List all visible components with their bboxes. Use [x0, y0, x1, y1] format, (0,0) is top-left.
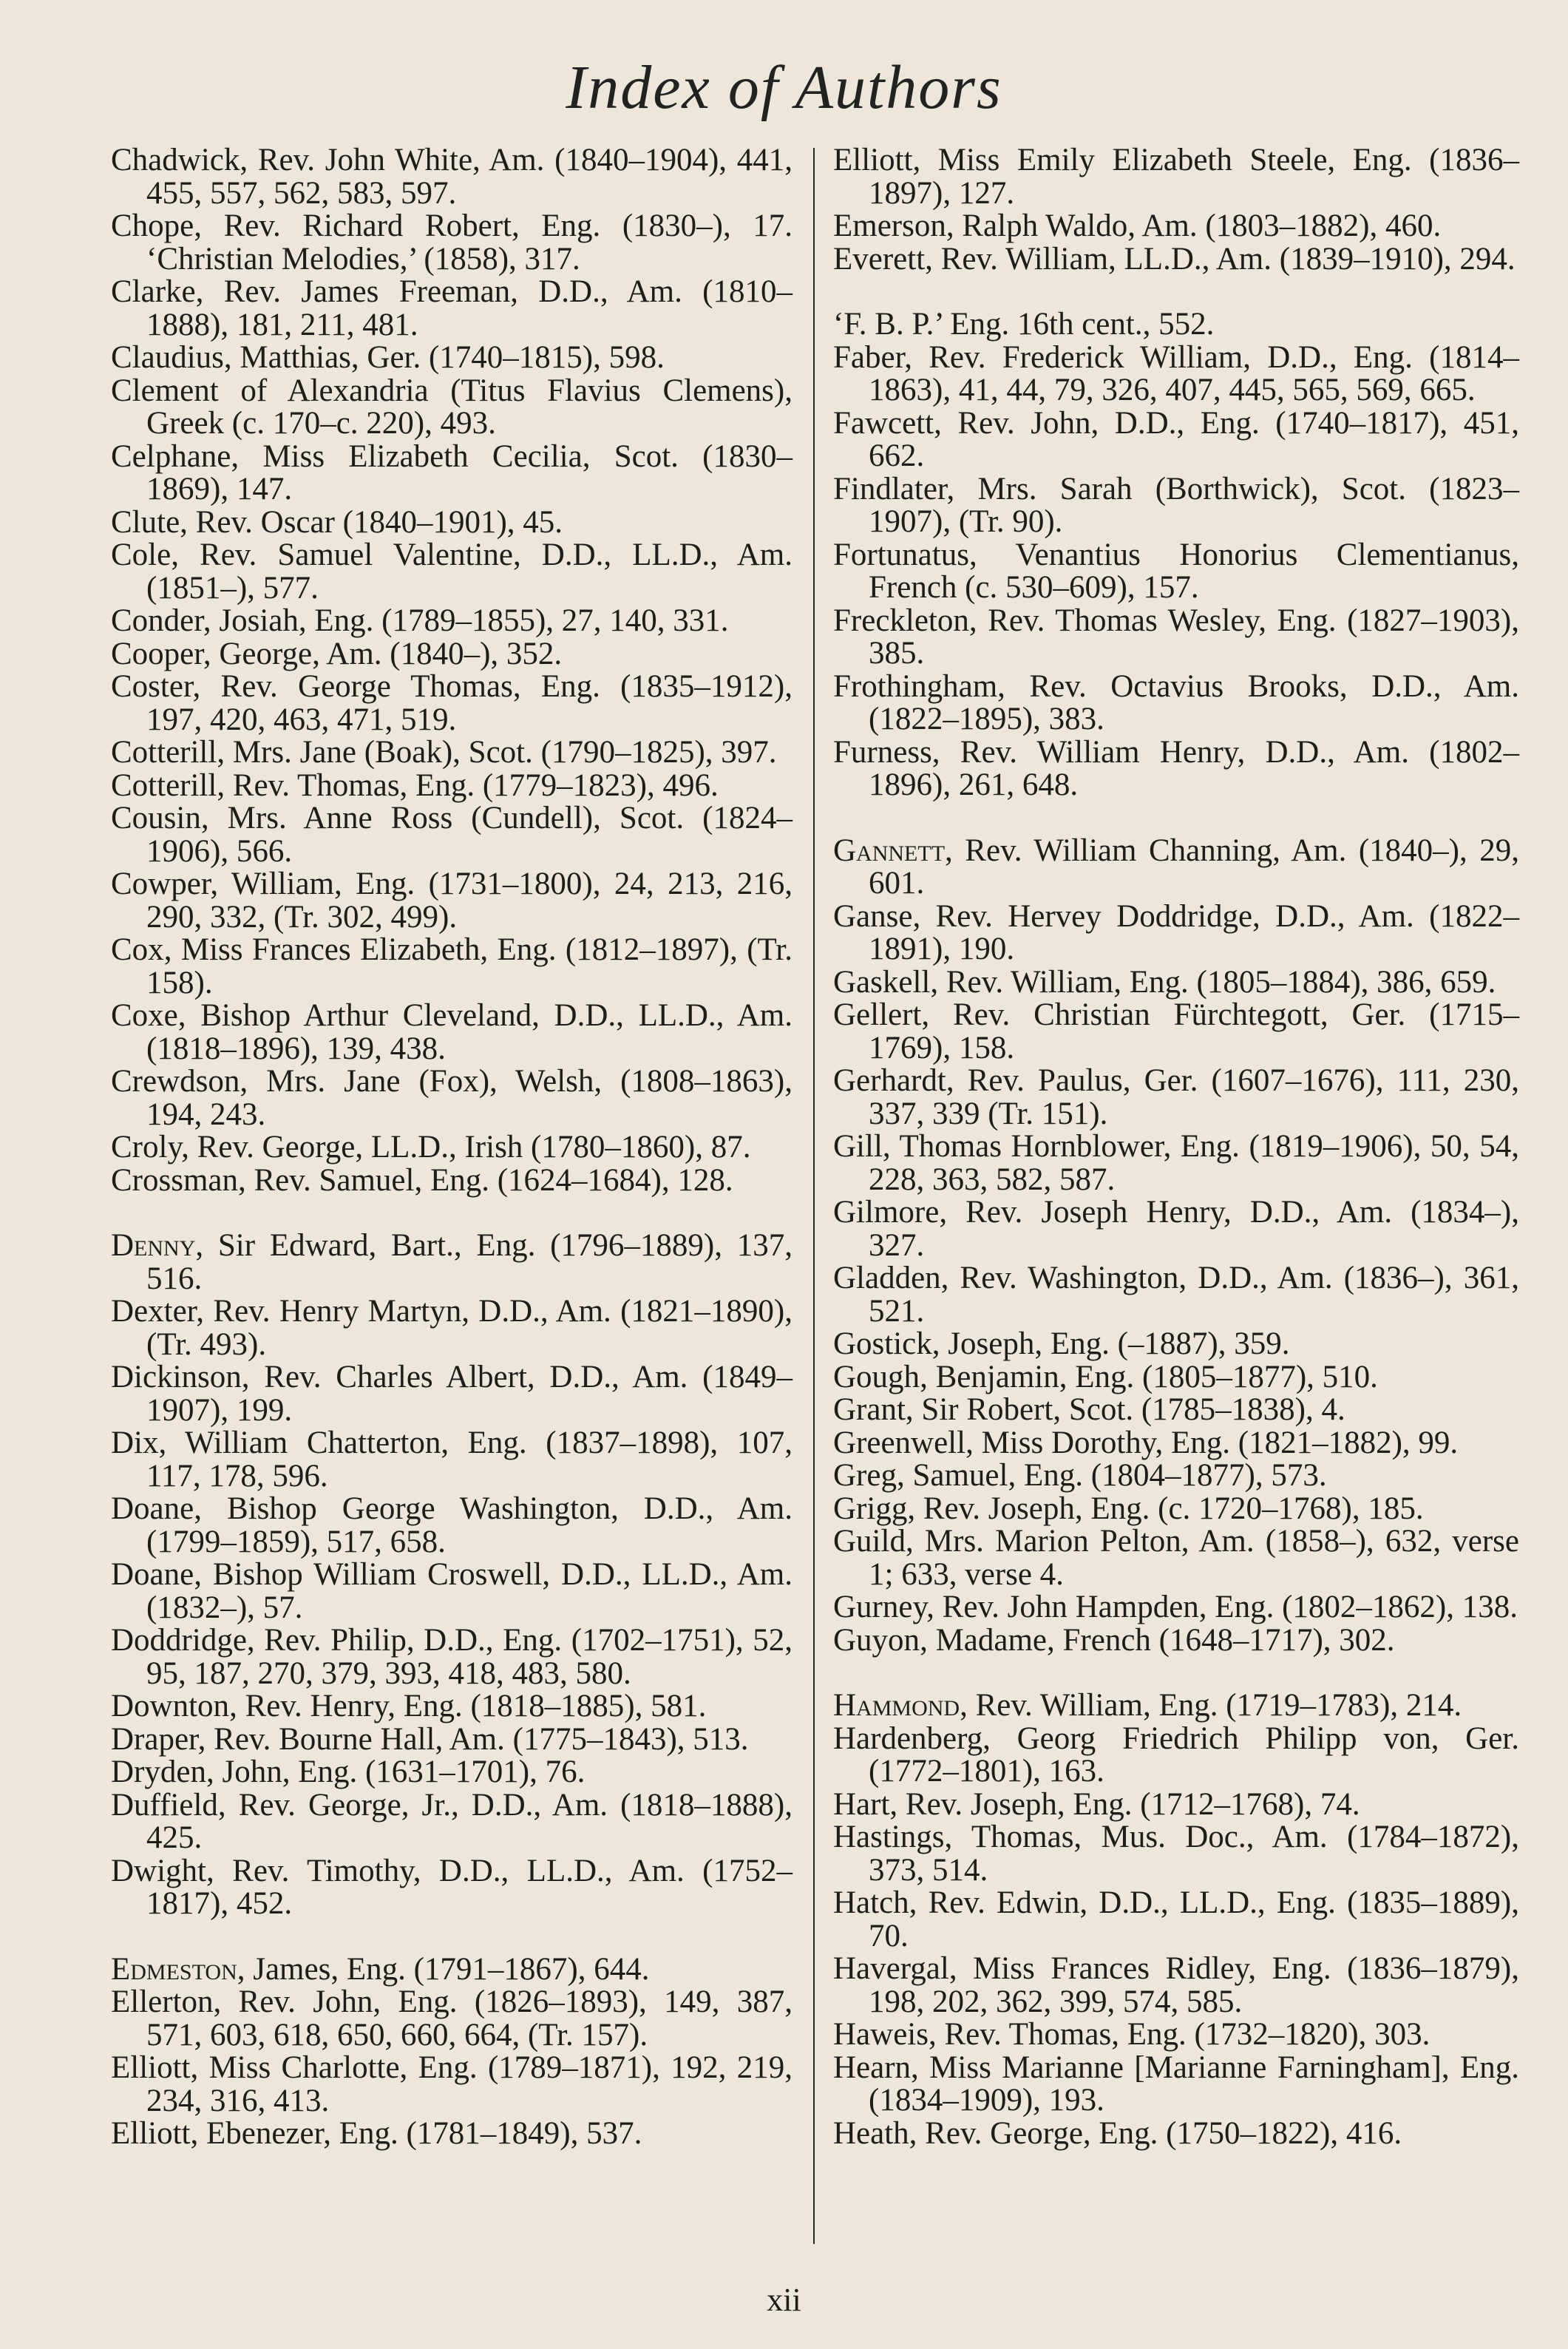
index-entry — [833, 2115, 1519, 2151]
author-name: Crossman — [111, 1162, 238, 1198]
index-entry — [111, 1986, 793, 2052]
author-details: , Rev. Richard Robert, Eng. (1830–), 17. ‘Christian Melodies,’ (1858), 317. — [146, 209, 793, 277]
author-name: Everett — [833, 241, 926, 277]
author-name: Cotterill — [111, 735, 217, 770]
author-name: Fawcett — [833, 405, 934, 441]
index-entry — [833, 1953, 1519, 2018]
index-entry — [111, 638, 793, 671]
author-name: Cousin — [111, 801, 201, 835]
index-entry — [833, 1427, 1519, 1460]
index-entry — [833, 1591, 1519, 1624]
index-entry — [833, 1262, 1519, 1328]
author-name: Dwight — [111, 1853, 206, 1888]
author-details: , Rev. Frederick William, D.D., Eng. (1814–1863), 41, 44, 79, 326, 407, 445, 565, 569, 665. — [869, 339, 1519, 407]
author-details: , Bishop William Croswell, D.D., LL.D., Am. (1832–), 57. — [146, 1557, 793, 1625]
index-entry — [111, 438, 793, 506]
index-entry — [833, 407, 1519, 473]
author-details: , Rev. George, Jr., D.D., Am. (1818–1888), 425. — [146, 1787, 793, 1855]
index-entry — [111, 1131, 793, 1165]
index-entry — [833, 243, 1519, 277]
index-entry — [833, 668, 1519, 736]
author-details: , Rev. Paulus, Ger. (1607–1676), 111, 230, 337, 339 (Tr. 151). — [869, 1063, 1519, 1131]
author-details: , Rev. Hervey Doddridge, D.D., Am. (1822–1891), 190. — [869, 898, 1519, 966]
author-name: Elliott — [833, 143, 913, 177]
author-details: , Mrs. Sarah (Borthwick), Scot. (1823–1907), (Tr. 90). — [869, 471, 1519, 539]
author-name: Hearn — [833, 2050, 912, 2085]
index-entry — [833, 2052, 1519, 2118]
index-entry — [111, 1723, 793, 1757]
author-name: Elliott — [111, 2116, 191, 2151]
author-details: , Mrs. Jane (Fox), Welsh, (1808–1863), 194, 243. — [146, 1064, 793, 1132]
index-entry — [111, 802, 793, 868]
author-details: , William Chatterton, Eng. (1837–1898), 107, 117, 178, 596. — [146, 1426, 793, 1494]
author-name: Doane — [111, 1491, 194, 1526]
author-details: , Rev. George, LL.D., Irish (1780–1860), 87. — [181, 1130, 751, 1165]
author-details: , Rev. John White, Am. (1840–1904), 441, 455, 557, 562, 583, 597. — [146, 143, 793, 211]
author-name: Grant — [833, 1392, 906, 1427]
author-details: , George, Am. (1840–), 352. — [203, 636, 563, 671]
index-entry — [111, 671, 793, 736]
author-details: , Rev. Oscar (1840–1901), 45. — [180, 504, 563, 540]
index-entry — [833, 1328, 1519, 1361]
author-name: Guild — [833, 1524, 906, 1559]
author-details: , Matthias, Ger. (1740–1815), 598. — [223, 340, 665, 375]
author-name: Fortunatus — [833, 537, 969, 572]
author-details: , Bishop Arthur Cleveland, D.D., LL.D., Am. (1818–1896), 139, 438. — [146, 998, 793, 1066]
index-entry — [111, 144, 793, 210]
author-name: Cole — [111, 538, 172, 572]
author-details: , Rev. Samuel Valentine, D.D., LL.D., Am. (1851–), 577. — [146, 538, 793, 606]
author-name: Findlater — [833, 471, 947, 506]
index-entry — [111, 1855, 793, 1921]
author-details: , Rev. Bourne Hall, Am. (1775–1843), 513. — [197, 1721, 749, 1757]
author-details: , Rev. Thomas, Eng. (1732–1820), 303. — [928, 2017, 1430, 2052]
author-name: Guyon — [833, 1622, 920, 1658]
author-name: Havergal — [833, 1951, 949, 1986]
author-name: Cotterill — [111, 767, 217, 803]
author-name: Gilmore — [833, 1195, 940, 1230]
index-entry — [833, 1361, 1519, 1394]
index-entry — [833, 1689, 1519, 1723]
index-entry — [111, 506, 793, 540]
index-entry — [111, 276, 793, 342]
author-details: , Ralph Waldo, Am. (1803–1882), 460. — [946, 209, 1442, 243]
author-details: , Miss Frances Ridley, Eng. (1836–1879), 198, 202, 362, 399, 574, 585. — [869, 1951, 1519, 2019]
index-entry — [111, 1789, 793, 1855]
author-name: Gill — [833, 1129, 883, 1164]
author-details: of Alexandria (Titus Flavius Clemens), Greek (c. 170–c. 220), 493. — [146, 373, 793, 441]
index-entry — [833, 1065, 1519, 1131]
author-details: , William, Eng. (1731–1800), 24, 213, 216, 290, 332, (Tr. 302, 499). — [146, 867, 793, 935]
author-details: , Rev. Thomas Wesley, Eng. (1827–1903), 385. — [869, 603, 1519, 671]
index-entry — [833, 966, 1519, 1000]
index-entry — [111, 1559, 793, 1624]
index-entry — [111, 1756, 793, 1789]
index-entry — [833, 1460, 1519, 1493]
author-details: , Miss Marianne [Marianne Farningham], Eng. (1834–1909), 193. — [869, 2050, 1519, 2118]
author-details: , Rev. Thomas, Eng. (1779–1823), 496. — [217, 767, 719, 803]
author-details: , Thomas, Mus. Doc., Am. (1784–1872), 373, 514. — [869, 1820, 1519, 1888]
index-entry — [111, 868, 793, 934]
author-details: , Rev. Joseph Henry, D.D., Am. (1834–), 327. — [869, 1195, 1519, 1263]
author-name: Croly — [111, 1130, 182, 1165]
author-name: Gannett — [833, 833, 946, 868]
author-details: , Georg Friedrich Philipp von, Ger. (1772–1801), 163. — [869, 1721, 1519, 1789]
author-name: Chadwick — [111, 143, 240, 177]
author-name: Dix — [111, 1426, 159, 1460]
author-index-right-column — [833, 144, 1519, 2150]
author-name: Dickinson — [111, 1360, 242, 1394]
author-name: Crewdson — [111, 1064, 240, 1099]
index-entry — [111, 1953, 793, 1987]
index-entry — [111, 539, 793, 605]
index-entry — [111, 605, 793, 638]
author-name: ‘F. B. P.’ — [833, 307, 943, 342]
author-name: Gurney — [833, 1590, 927, 1624]
author-name: Ellerton — [111, 1984, 214, 2019]
index-entry — [833, 999, 1519, 1065]
author-name: Gladden — [833, 1261, 941, 1295]
author-name: Claudius — [111, 340, 224, 375]
author-name: Downton — [111, 1689, 230, 1723]
author-index-left-column — [111, 144, 793, 2151]
author-name: Frothingham — [833, 668, 998, 704]
index-entry — [833, 1887, 1519, 1953]
author-name: Clement — [111, 373, 219, 408]
author-name: Edmeston — [111, 1951, 237, 1987]
author-name: Cowper — [111, 867, 211, 901]
author-details: , Miss Charlotte, Eng. (1789–1871), 192, 219, 234, 316, 413. — [146, 2050, 793, 2118]
author-details: , Mrs. Anne Ross (Cundell), Scot. (1824–1906), 566. — [146, 801, 793, 869]
author-details: , Rev. Samuel, Eng. (1624–1684), 128. — [238, 1162, 733, 1198]
author-name: Gerhardt — [833, 1063, 946, 1098]
author-name: Freckleton — [833, 603, 969, 638]
author-details: , Rev. Edwin, D.D., LL.D., Eng. (1835–1889), 70. — [869, 1885, 1519, 1953]
index-entry — [833, 539, 1519, 605]
author-name: Haweis — [833, 2017, 929, 2052]
author-details: , Rev. William Henry, D.D., Am. (1802–1896), 261, 648. — [869, 734, 1519, 802]
author-details: , Rev. William, LL.D., Am. (1839–1910), 294. — [925, 241, 1516, 277]
author-details: , Ebenezer, Eng. (1781–1849), 537. — [190, 2116, 642, 2151]
index-entry — [111, 1162, 793, 1198]
index-entry — [833, 835, 1519, 901]
index-entry — [833, 1624, 1519, 1658]
index-entry — [111, 1493, 793, 1559]
index-entry — [111, 2052, 793, 2118]
author-name: Greenwell — [833, 1425, 966, 1460]
index-entry — [833, 1131, 1519, 1196]
author-name: Celphane — [111, 438, 231, 474]
author-details: , Josiah, Eng. (1789–1855), 27, 140, 331. — [203, 603, 729, 638]
author-name: Hatch — [833, 1885, 909, 1920]
index-entry — [833, 210, 1519, 243]
author-details: , Thomas Hornblower, Eng. (1819–1906), 50, 54, 228, 363, 582, 587. — [869, 1129, 1519, 1197]
author-details: , Rev. Joseph, Eng. (1712–1768), 74. — [889, 1786, 1360, 1822]
index-entry — [833, 339, 1519, 407]
author-name: Cox — [111, 932, 164, 967]
index-entry — [833, 2018, 1519, 2052]
index-entry — [833, 473, 1519, 539]
index-entry — [111, 1624, 793, 1690]
author-details: , Rev. Henry, Eng. (1818–1885), 581. — [229, 1689, 707, 1723]
author-name: Doddridge — [111, 1623, 247, 1658]
index-entry — [111, 1295, 793, 1361]
author-name: Ganse — [833, 898, 913, 934]
author-details: , James, Eng. (1791–1867), 644. — [237, 1951, 650, 1987]
author-details: , Rev. Philip, D.D., Eng. (1702–1751), 52, 95, 187, 270, 379, 393, 418, 483, 580. — [146, 1623, 793, 1691]
index-entry — [111, 1361, 793, 1427]
index-entry — [833, 605, 1519, 671]
author-details: , Bishop George Washington, D.D., Am. (1799–1859), 517, 658. — [146, 1491, 793, 1559]
author-details: , Mrs. Marion Pelton, Am. (1858–), 632, verse 1; 633, verse 4. — [869, 1524, 1519, 1592]
author-details: , Rev. William, Eng. (1805–1884), 386, 659. — [930, 964, 1496, 1000]
author-name: Clute — [111, 504, 180, 540]
author-name: Hastings — [833, 1820, 945, 1854]
author-details: , Rev. Henry Martyn, D.D., Am. (1821–1890), (Tr. 493). — [146, 1294, 793, 1362]
index-entry — [111, 1000, 793, 1065]
author-details: , Miss Emily Elizabeth Steele, Eng. (1836–1897), 127. — [869, 143, 1519, 211]
author-details: , Rev. George Thomas, Eng. (1835–1912), 197, 420, 463, 471, 519. — [146, 669, 793, 737]
author-name: Furness — [833, 734, 932, 770]
index-entry — [111, 736, 793, 770]
author-details: , Rev. Christian Fürchtegott, Ger. (1715–1769), 158. — [869, 997, 1519, 1065]
column-divider — [813, 148, 815, 2244]
index-entry — [111, 2118, 793, 2151]
author-name: Duffield — [111, 1787, 218, 1823]
author-name: Hart — [833, 1786, 890, 1822]
index-entry — [111, 1065, 793, 1131]
author-details: , Mrs. Jane (Boak), Scot. (1790–1825), 397. — [217, 735, 777, 770]
author-name: Dexter — [111, 1294, 197, 1329]
author-name: Hammond — [833, 1688, 960, 1723]
author-details: , Rev. Joseph, Eng. (c. 1720–1768), 185. — [907, 1491, 1424, 1526]
index-entry — [111, 1427, 793, 1493]
index-entry — [833, 898, 1519, 966]
author-name: Coster — [111, 669, 193, 704]
author-name: Gellert — [833, 997, 922, 1032]
index-entry — [111, 342, 793, 375]
index-entry — [833, 1394, 1519, 1427]
index-entry — [833, 1821, 1519, 1887]
author-details: , Samuel, Eng. (1804–1877), 573. — [896, 1458, 1327, 1493]
index-entry — [833, 1493, 1519, 1526]
author-details: Eng. 16th cent., 552. — [942, 307, 1215, 342]
author-name: Hardenberg — [833, 1721, 983, 1756]
author-details: , Benjamin, Eng. (1805–1877), 510. — [920, 1359, 1378, 1394]
index-entry — [833, 308, 1519, 342]
author-details: , Rev. James Freeman, D.D., Am. (1810–1888), 181, 211, 481. — [146, 274, 793, 342]
index-entry — [111, 1230, 793, 1295]
author-name: Gaskell — [833, 964, 931, 1000]
author-details: , Rev. Charles Albert, D.D., Am. (1849–1907), 199. — [146, 1360, 793, 1428]
author-details: , Joseph, Eng. (–1887), 359. — [931, 1326, 1290, 1361]
author-name: Clarke — [111, 274, 196, 309]
index-entry — [833, 1786, 1519, 1822]
author-name: Elliott — [111, 2050, 191, 2085]
author-name: Heath — [833, 2115, 909, 2151]
author-details: , Madame, French (1648–1717), 302. — [920, 1622, 1395, 1658]
author-name: Greg — [833, 1458, 897, 1493]
author-name: Denny — [111, 1228, 196, 1263]
author-details: , Venantius Honorius Clementianus, French (c. 530–609), 157. — [869, 537, 1519, 605]
author-details: , Rev. John, D.D., Eng. (1740–1817), 451, 662. — [869, 405, 1519, 473]
index-entry — [111, 375, 793, 441]
author-name: Doane — [111, 1557, 194, 1592]
author-details: , Miss Elizabeth Cecilia, Scot. (1830–1869), 147. — [146, 438, 793, 506]
author-details: , Miss Dorothy, Eng. (1821–1882), 99. — [965, 1425, 1459, 1460]
author-details: , Rev. John, Eng. (1826–1893), 149, 387, 571, 603, 618, 650, 660, 664, (Tr. 157). — [146, 1984, 793, 2053]
index-entry — [111, 210, 793, 276]
author-name: Draper — [111, 1721, 198, 1757]
author-details: , John, Eng. (1631–1701), 76. — [206, 1755, 586, 1789]
page-number: xii — [767, 2282, 801, 2318]
index-entry — [111, 1690, 793, 1723]
author-name: Grigg — [833, 1491, 908, 1526]
index-entry — [111, 934, 793, 1000]
author-name: Chope — [111, 209, 194, 243]
author-name: Gough — [833, 1359, 920, 1394]
author-details: , Miss Frances Elizabeth, Eng. (1812–1897), (Tr. 158). — [146, 932, 793, 1000]
author-details: , Rev. Octavius Brooks, D.D., Am. (1822–1895), 383. — [869, 668, 1519, 736]
index-entry — [111, 767, 793, 803]
author-details: , Rev. Washington, D.D., Am. (1836–), 361, 521. — [869, 1261, 1519, 1329]
author-details: , Rev. Timothy, D.D., LL.D., Am. (1752–1817), 452. — [146, 1853, 793, 1921]
index-entry — [833, 736, 1519, 802]
index-entry — [833, 1196, 1519, 1262]
author-name: Conder — [111, 603, 203, 638]
author-name: Dryden — [111, 1755, 206, 1789]
author-details: , Rev. George, Eng. (1750–1822), 416. — [909, 2115, 1402, 2151]
author-name: Coxe — [111, 998, 178, 1033]
index-entry — [833, 144, 1519, 210]
author-details: , Rev. William, Eng. (1719–1783), 214. — [960, 1688, 1462, 1723]
author-name: Cooper — [111, 636, 203, 671]
page-title: Index of Authors — [566, 53, 1002, 122]
author-details: , Sir Edward, Bart., Eng. (1796–1889), 137, 516. — [146, 1228, 793, 1296]
author-details: , Rev. William Channing, Am. (1840–), 29, 601. — [869, 833, 1519, 901]
author-details: , Rev. John Hampden, Eng. (1802–1862), 138. — [926, 1590, 1518, 1624]
author-name: Gostick — [833, 1326, 932, 1361]
author-name: Faber — [833, 339, 905, 375]
index-entry — [833, 1525, 1519, 1591]
index-entry — [833, 1723, 1519, 1789]
author-details: , Sir Robert, Scot. (1785–1838), 4. — [905, 1392, 1345, 1427]
author-name: Emerson — [833, 209, 946, 243]
